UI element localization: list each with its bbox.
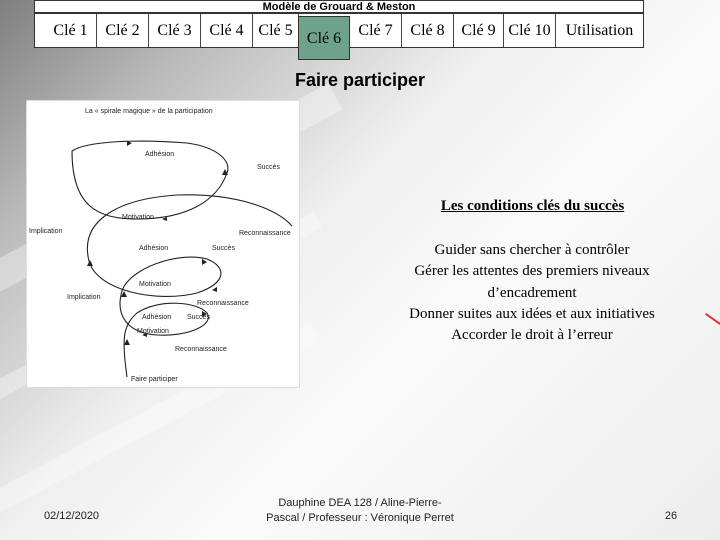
participation-spiral-diagram: [26, 100, 300, 388]
tab-utilisation[interactable]: Utilisation: [565, 22, 634, 39]
label-implication-1: Implication: [29, 228, 63, 235]
slide-subtitle: Les conditions clés du succès: [440, 198, 625, 214]
tab-cle-4[interactable]: Clé 4: [201, 14, 253, 47]
label-reconnaissance-3: Reconnaissance: [175, 346, 227, 353]
label-reconnaissance-2: Reconnaissance: [197, 300, 249, 307]
tab-cle-9[interactable]: Clé 9: [454, 14, 504, 47]
tab-cle-10[interactable]: Clé 10: [504, 14, 556, 47]
label-reconnaissance-1: Reconnaissance: [239, 230, 291, 237]
spiral-svg: [27, 101, 299, 387]
tab-cle-1[interactable]: Clé 1: [45, 14, 97, 47]
decorative-red-line: [705, 313, 720, 325]
nav-header-title: Modèle de Grouard & Meston: [34, 0, 644, 13]
body-text: [372, 240, 692, 346]
tab-cle-5[interactable]: Clé 5: [253, 14, 299, 47]
body-line: Gérer les attentes des premiers niveaux: [414, 263, 650, 280]
label-motivation-2: Motivation: [139, 281, 171, 288]
label-succes-2: Succès: [212, 245, 235, 252]
label-motivation-3: Motivation: [137, 328, 169, 335]
tab-cle-2[interactable]: Clé 2: [97, 14, 149, 47]
tab-cle-3[interactable]: Clé 3: [149, 14, 201, 47]
label-adhesion-2: Adhésion: [139, 245, 169, 252]
tab-cle-6[interactable]: Clé 6: [298, 16, 350, 60]
body-line: d’encadrement: [487, 284, 577, 301]
footer-date: 02/12/2020: [44, 510, 100, 522]
label-motivation-1: Motivation: [122, 214, 154, 221]
tab-cle-8[interactable]: Clé 8: [402, 14, 454, 47]
footer-author: [240, 496, 480, 526]
label-implication-2: Implication: [67, 294, 101, 301]
body-line: Accorder le droit à l’erreur: [451, 327, 613, 344]
body-line: Donner suites aux idées et aux initiatives: [409, 305, 655, 322]
body-line: Guider sans chercher à contrôler: [434, 242, 630, 258]
page-number: 26: [664, 510, 678, 522]
tab-cle-7[interactable]: Clé 7: [350, 14, 402, 47]
label-adhesion-3: Adhésion: [142, 314, 172, 321]
spiral-path: [72, 141, 292, 377]
key-nav-bar: [34, 13, 644, 48]
slide-title: Faire participer: [294, 70, 426, 90]
label-adhesion-1: Adhésion: [145, 151, 175, 158]
footer-author-line-2: Pascal / Professeur : Véronique Perret: [266, 512, 454, 524]
label-succes-1: Succès: [257, 164, 280, 171]
diagram-caption: La « spirale magique » de la participation: [85, 108, 213, 115]
footer-author-line-1: Dauphine DEA 128 / Aline-Pierre-: [278, 497, 442, 509]
label-start: Faire participer: [131, 376, 178, 383]
label-succes-3: Succès: [187, 314, 210, 321]
